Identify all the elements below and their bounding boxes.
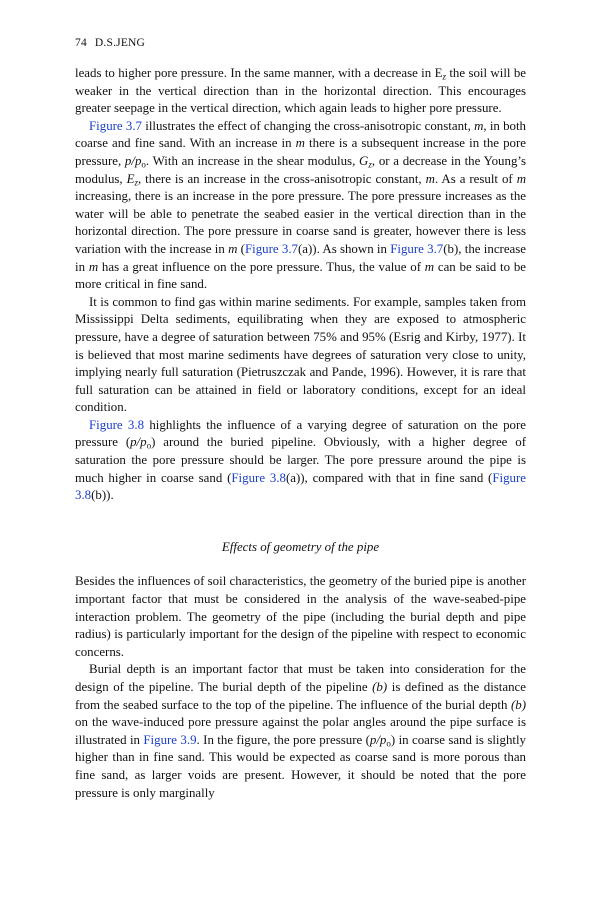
figure-3-8-link[interactable]: Figure 3.8 xyxy=(231,470,286,485)
body-text xyxy=(75,65,526,802)
paragraph-1: leads to higher pore pressure. In the same manner, with a decrease in $E_z$ the soil will be weaker in the vertical direction than in the horizontal direction. This encourages greater seepage in the vertical direction, which again leads to higher pore pressure. xyxy=(75,66,527,116)
figure-3-7-link[interactable]: Figure 3.7 xyxy=(89,118,143,133)
figure-3-8-link[interactable]: Figure 3.8 xyxy=(75,470,527,503)
page-number: 74 xyxy=(75,37,87,49)
running-header xyxy=(75,37,145,49)
figure-3-7-link[interactable]: Figure 3.7 xyxy=(390,241,444,256)
paragraph-6: Burial depth is an important factor that must be taken into consideration for the design of the pipeline. The burial depth of the pipeline (b) is defined as the distance from the seabed surface to the top of the pipeline. The influence of the burial depth (b) on the wave-induced pore pressure against the polar angles around the pipe surface is illustrated in Figure 3.9. In the figure, the pore pressure $(p/p_o)$ in coarse sand is slightly higher than in fine sand. This would be expected as coarse sand is more porous than fine sand, as larger voids are present. However, it should be noted that the pore pressure is only marginally xyxy=(75,662,527,800)
figure-3-9-link[interactable]: Figure 3.9 xyxy=(143,732,197,747)
paragraph-3: It is common to find gas within marine sediments. For example, samples taken from Mississippi Delta sediments, equilibrating when they are exposed to atmospheric pressure, have a degree of saturation between 75% and 95% (Esrig and Kirby, 1977). It is believed that most marine sediments have degrees of saturation very close to unity, implying nearly full saturation (Pietruszczak and Pande, 1996). However, it is rare that full saturation can be attained in field or laboratory conditions, except for an ideal condition. xyxy=(75,294,526,415)
paragraph-4: Figure 3.8 highlights the influence of a varying degree of saturation on the pore pressure $(p/p_o)$ around the buried pipeline. Obviously, with a higher degree of saturation the pore pressure should be larger. The pore pressure around the pipe is much higher in coarse sand (Figure 3.8(a)), compared with that in fine sand (Figure 3.8(b)). xyxy=(75,417,527,503)
figure-3-8-link[interactable]: Figure 3.8 xyxy=(89,417,145,432)
section-heading: Effects of geometry of the pipe xyxy=(221,539,380,554)
figure-3-7-link[interactable]: Figure 3.7 xyxy=(244,241,298,256)
paragraph-2: Figure 3.7 illustrates the effect of changing the cross-anisotropic constant, m, in both coarse and fine sand. With an increase in m there is a subsequent increase in the pore pressure, $p/p_o$. With an increase in the shear modulus, $G_z$, or a decrease in the Young’s modulus, $E_z$, there is an increase in the cross-anisotropic constant, m. As a result of m increasing, there is an increase in the pore pressure. The pore pressure increases as the water will be able to penetrate the seabed easier in the vertical direction than in the horizontal direction. The pore pressure in coarse sand is greater, however there is less variation with the increase in m (Figure 3.7(a)). As shown in Figure 3.7(b), the increase in m has a great influence on the pore pressure. Thus, the value of m can be said to be more critical in fine sand. xyxy=(75,118,527,292)
running-author: D.S.JENG xyxy=(94,37,146,49)
paragraph-5: Besides the influences of soil characteristics, the geometry of the buried pipe is another important factor that must be considered in the analysis of the wave-seabed-pipe interaction problem. The geometry of the pipe (including the burial depth and pipe radius) is particularly important for the design of the pipeline with respect to economic concerns. xyxy=(75,574,526,659)
